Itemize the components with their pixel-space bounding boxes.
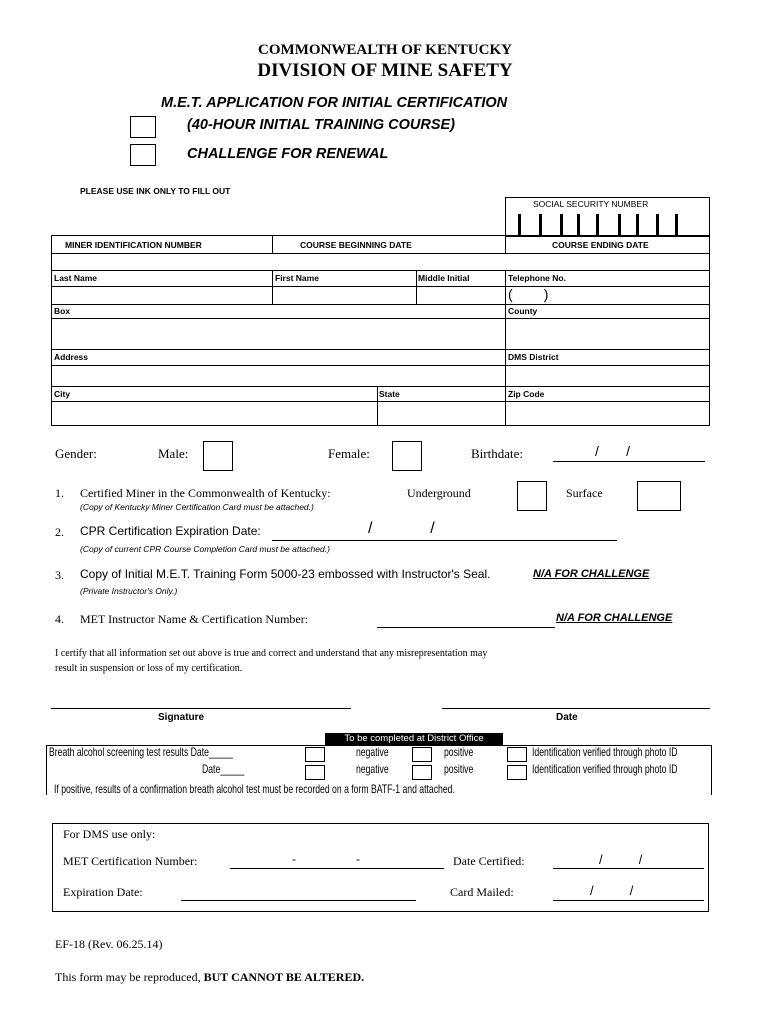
underground-checkbox[interactable] [517, 481, 547, 511]
gender-label: Gender: [55, 446, 97, 461]
q2-text: CPR Certification Expiration Date: [80, 524, 261, 538]
telephone-parens: ( ) [508, 286, 549, 302]
q4-number: 4. [55, 612, 64, 626]
header-line1: COMMONWEALTH OF KENTUCKY [258, 42, 512, 58]
first-name-label: First Name [275, 273, 319, 283]
date-label: Date [556, 712, 578, 723]
date-certified-slashes: / / [599, 852, 643, 867]
course-begin-field[interactable] [273, 254, 505, 270]
id-verified-label-2: Identification verified through photo ID [532, 762, 678, 776]
positive-checkbox-1[interactable] [412, 747, 432, 762]
ssn-label: SOCIAL SECURITY NUMBER [533, 199, 649, 209]
date-certified-label: Date Certified: [453, 854, 525, 868]
cpr-expiration-field[interactable] [272, 526, 617, 541]
state-field[interactable] [378, 402, 505, 426]
zip-field[interactable] [506, 402, 709, 426]
city-label: City [54, 389, 71, 399]
q1-note: (Copy of Kentucky Miner Certification Card must be attached.) [80, 502, 314, 512]
q2-note: (Copy of current CPR Course Completion Card must be attached.) [80, 544, 330, 554]
ink-instructions: PLEASE USE INK ONLY TO FILL OUT [80, 186, 231, 196]
form-number: EF-18 (Rev. 06.25.14) [55, 937, 163, 951]
negative-checkbox-1[interactable] [305, 747, 325, 762]
q4-text: MET Instructor Name & Certification Number: [80, 612, 309, 626]
underground-label: Underground [407, 486, 471, 500]
initial-training-label: (40-HOUR INITIAL TRAINING COURSE) [187, 117, 455, 133]
q3-number: 3. [55, 568, 64, 582]
certify-line2: result in suspension or loss of my certification. [55, 663, 243, 674]
female-label: Female: [328, 446, 370, 461]
card-mailed-slashes: / / [590, 883, 634, 898]
negative-label-1: negative [356, 745, 389, 759]
last-name-label: Last Name [54, 273, 97, 283]
q1-text: Certified Miner in the Commonwealth of Kentucky: [80, 486, 331, 500]
ssn-input[interactable] [505, 211, 710, 237]
q2-number: 2. [55, 525, 64, 539]
county-label: County [508, 306, 538, 316]
city-field[interactable] [52, 402, 377, 426]
district-office-banner: To be completed at District Office [325, 733, 503, 745]
challenge-renewal-checkbox[interactable] [130, 144, 156, 166]
cpr-date-slashes: / / [368, 520, 435, 537]
box-label: Box [54, 306, 71, 316]
positive-label-2: positive [444, 762, 474, 776]
instructor-name-field[interactable] [377, 614, 555, 628]
id-verified-label-1: Identification verified through photo ID [532, 745, 678, 759]
last-name-field[interactable] [52, 287, 272, 304]
male-label: Male: [158, 446, 189, 461]
middle-initial-label: Middle Initial [418, 273, 470, 283]
course-end-label: COURSE ENDING DATE [552, 240, 649, 250]
state-label: State [379, 389, 400, 399]
header-line2: DIVISION OF MINE SAFETY [257, 60, 513, 81]
first-name-field[interactable] [273, 287, 416, 304]
signature-label: Signature [158, 712, 205, 723]
signature-field[interactable] [51, 690, 351, 709]
positive-checkbox-2[interactable] [412, 765, 432, 780]
address-label: Address [54, 352, 89, 362]
middle-initial-field[interactable] [417, 287, 505, 304]
dms-use-only-title: For DMS use only: [63, 827, 156, 841]
negative-checkbox-2[interactable] [305, 765, 325, 780]
surface-label: Surface [566, 486, 603, 500]
reproduce-notice [55, 970, 364, 985]
telephone-label: Telephone No. [508, 273, 566, 283]
signature-date-field[interactable] [442, 690, 710, 709]
course-end-field[interactable] [506, 254, 709, 270]
met-cert-number-label: MET Certification Number: [63, 854, 198, 868]
card-mailed-label: Card Mailed: [450, 885, 514, 899]
positive-result-note: If positive, results of a confirmation breath alcohol test must be recorded on a form BATF-1 and attached. [54, 782, 455, 796]
q4-na-challenge: N/A FOR CHALLENGE [556, 612, 673, 624]
breath-test-date-1: Breath alcohol screening test results Date_____ [49, 745, 233, 759]
application-title: M.E.T. APPLICATION FOR INITIAL CERTIFICATION [161, 95, 508, 111]
box-field[interactable] [52, 319, 505, 349]
q3-note: (Private Instructor's Only.) [80, 586, 178, 596]
surface-checkbox[interactable] [637, 481, 681, 511]
q3-na-challenge: N/A FOR CHALLENGE [533, 568, 650, 580]
reproduce-text: This form may be reproduced, [55, 970, 204, 984]
breath-test-date-2: Date_____ [202, 762, 245, 776]
female-checkbox[interactable] [392, 441, 422, 471]
zip-label: Zip Code [508, 389, 545, 399]
male-checkbox[interactable] [203, 441, 233, 471]
q3-text: Copy of Initial M.E.T. Training Form 5000-23 embossed with Instructor's Seal. [80, 567, 491, 581]
dms-district-field[interactable] [506, 366, 709, 386]
id-verified-checkbox-1[interactable] [507, 747, 527, 762]
certify-line1: I certify that all information set out above is true and correct and understand that any misrepresentation may [55, 648, 488, 659]
miner-id-label: MINER IDENTIFICATION NUMBER [65, 240, 202, 250]
expiration-date-label: Expiration Date: [63, 885, 143, 899]
miner-id-field[interactable] [52, 254, 272, 270]
q1-number: 1. [55, 486, 64, 500]
course-begin-label: COURSE BEGINNING DATE [300, 240, 412, 250]
met-cert-dashes: - - [292, 852, 361, 866]
negative-label-2: negative [356, 762, 389, 776]
id-verified-checkbox-2[interactable] [507, 765, 527, 780]
positive-label-1: positive [444, 745, 474, 759]
dms-district-label: DMS District [508, 352, 559, 362]
expiration-date-field[interactable] [181, 885, 416, 901]
county-field[interactable] [506, 319, 709, 349]
challenge-renewal-label: CHALLENGE FOR RENEWAL [187, 146, 389, 162]
address-field[interactable] [52, 366, 505, 386]
initial-training-checkbox[interactable] [130, 116, 156, 138]
cannot-alter-text: BUT CANNOT BE ALTERED. [203, 970, 365, 984]
birthdate-label: Birthdate: [471, 446, 523, 461]
birthdate-slashes: / / [595, 443, 631, 459]
